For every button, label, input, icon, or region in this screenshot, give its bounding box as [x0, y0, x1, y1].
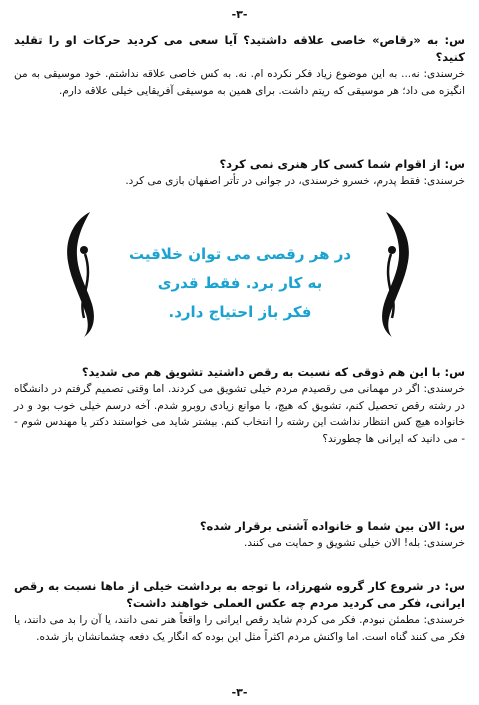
answer-3: خرسندی: اگر در مهمانی می رقصیدم مردم خیلی تشویق می کردند. اما وقتی تصمیم گرفتم در دانشگاه در رشته رقص تحصیل کنم، تشویق که هیچ، با موانع زیادی روبرو شدم. آخه درسم خیلی خوب بود و در خانواده هیچ کس انتظار نداشت این رشته را انتخاب کنم. بیشتر شاید می خواستند دکتر یا مهندس شوم -- می دانید که ایرانی ها چطورند؟ — [14, 383, 465, 445]
page-number-bottom: -۳- — [231, 686, 248, 699]
question-5: س: در شروع کار گروه شهرزاد، با توجه به برداشت خیلی از ماها نسبت به رقص ایرانی، فکر می کردید مردم چه عکس العملی خواهند داشت؟ — [14, 579, 465, 610]
dancer-silhouette-icon — [60, 210, 104, 338]
qa-block-4 — [14, 518, 465, 552]
qa-block-2 — [14, 156, 465, 190]
answer-4: خرسندی: بله! الان خیلی تشویق و حمایت می کنند. — [244, 537, 465, 549]
pull-quote — [118, 240, 362, 327]
question-3: س: با این هم ذوقی که نسبت به رقص داشتید تشویق هم می شدید؟ — [81, 365, 465, 379]
answer-5: خرسندی: مطمئن نبودم. فکر می کردم شاید رقص ایرانی را واقعاً هنر نمی دانند، یا آن را بد می دانند، یا فکر می کنند گناه است. اما واکنش مردم اکثراً مثل این بوده که انگار یک دفعه چشمانشان باز شده. — [14, 614, 465, 643]
answer-1: خرسندی: نه... به این موضوع زیاد فکر نکرده ام. نه. به کس خاصی علاقه نداشتم. خود موسیقی به من انگیزه می داد؛ هر موسیقی که ریتم داشت. برای همین به موسیقی آفریقایی خیلی علاقه دارم. — [14, 68, 465, 97]
question-4: س: الان بین شما و خانواده آشتی برقرار شده؟ — [199, 519, 465, 533]
answer-2: خرسندی: فقط پدرم، خسرو خرسندی، در جوانی در تأتر اصفهان بازی می کرد. — [125, 175, 465, 187]
question-1: س: به «رقاص» خاصی علاقه داشتید؟ آیا سعی می کردید حرکات او را تقلید کنید؟ — [14, 33, 465, 64]
dancer-silhouette-icon — [372, 210, 416, 338]
question-2: س: از اقوام شما کسی کار هنری نمی کرد؟ — [219, 157, 465, 171]
page-number-top: -۳- — [231, 8, 248, 21]
qa-block-1 — [14, 32, 465, 99]
pull-quote-line-2: به کار برد. فقط قدری — [157, 274, 323, 292]
qa-block-3 — [14, 364, 465, 447]
pull-quote-line-3: فکر باز احتیاج دارد. — [168, 303, 312, 321]
pull-quote-line-1: در هر رقصی می توان خلاقیت — [128, 245, 352, 263]
qa-block-5 — [14, 578, 465, 645]
